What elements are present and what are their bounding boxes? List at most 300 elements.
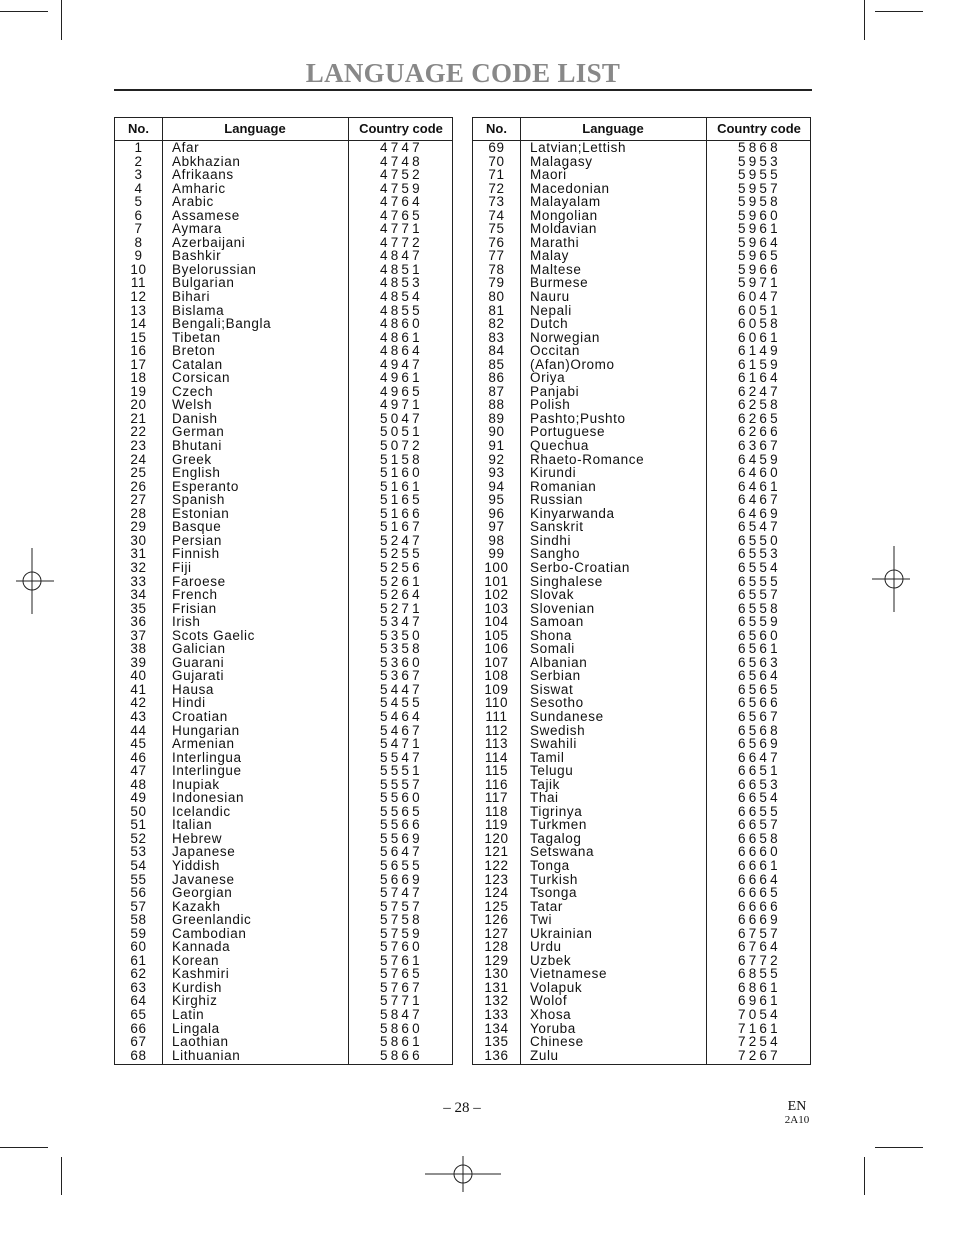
row-language: Spanish	[172, 492, 225, 508]
row-language: Malayalam	[530, 194, 601, 210]
table-row	[473, 209, 810, 223]
row-language: Turkmen	[530, 817, 587, 833]
row-code: 6149	[738, 343, 781, 359]
row-number: 22	[130, 424, 147, 440]
table-row	[473, 683, 810, 697]
row-number: 106	[484, 641, 509, 657]
row-number: 74	[488, 207, 505, 223]
row-code: 6047	[738, 289, 781, 305]
row-number: 85	[488, 356, 505, 372]
table-row	[473, 913, 810, 927]
row-language: Uzbek	[530, 952, 572, 968]
row-language: Yiddish	[172, 857, 220, 873]
row-code: 6550	[738, 532, 781, 548]
row-language: Kinyarwanda	[530, 505, 615, 521]
table-row	[115, 195, 452, 209]
row-code: 6159	[738, 356, 781, 372]
table-row	[115, 331, 452, 345]
row-language: Macedonian	[530, 180, 610, 196]
row-code: 4748	[380, 153, 423, 169]
row-number: 65	[130, 1007, 147, 1022]
table-row	[473, 168, 810, 182]
row-code: 6764	[738, 939, 781, 955]
table-row	[473, 453, 810, 467]
table-row	[473, 371, 810, 385]
table-row	[115, 656, 452, 670]
table-row	[473, 263, 810, 277]
row-language: Kirghiz	[172, 993, 218, 1009]
row-code: 5271	[380, 600, 423, 616]
row-number: 83	[488, 329, 505, 345]
row-code: 5847	[380, 1007, 423, 1022]
row-number: 58	[130, 912, 147, 928]
table-row	[115, 1008, 452, 1022]
table-row	[473, 141, 810, 155]
row-language: Burmese	[530, 275, 589, 291]
row-language: Aymara	[172, 221, 222, 237]
row-number: 71	[488, 167, 505, 183]
row-code: 5360	[380, 654, 423, 670]
row-number: 67	[130, 1034, 147, 1050]
row-number: 40	[130, 668, 147, 684]
crop-mark	[864, 0, 865, 40]
row-number: 54	[130, 857, 147, 873]
table-row	[473, 615, 810, 629]
table-row	[115, 317, 452, 331]
row-code: 6855	[738, 966, 781, 982]
row-number: 20	[130, 397, 147, 413]
table-row	[473, 317, 810, 331]
row-language: Moldavian	[530, 221, 597, 237]
table-row	[115, 791, 452, 805]
table-row	[115, 412, 452, 426]
row-number: 78	[488, 261, 505, 277]
row-number: 55	[130, 871, 147, 887]
table-row	[473, 886, 810, 900]
row-number: 63	[130, 979, 147, 995]
row-code: 5560	[380, 790, 423, 806]
table-row	[473, 304, 810, 318]
table-row	[473, 602, 810, 616]
row-number: 128	[484, 939, 509, 955]
row-number: 90	[488, 424, 505, 440]
row-language: Marathi	[530, 234, 580, 250]
table-row	[473, 669, 810, 683]
row-language: Abkhazian	[172, 153, 241, 169]
row-language: Croatian	[172, 708, 228, 724]
row-language: Tigrinya	[530, 803, 583, 819]
table-row	[473, 629, 810, 643]
row-language: Interlingua	[172, 749, 242, 765]
table-row	[115, 588, 452, 602]
row-code: 6051	[738, 302, 781, 318]
row-language: Swahili	[530, 736, 577, 752]
table-row	[115, 751, 452, 765]
row-code: 4864	[380, 343, 423, 359]
row-code: 4854	[380, 289, 423, 305]
row-code: 6665	[738, 885, 781, 901]
row-code: 6460	[738, 465, 781, 481]
row-language: Georgian	[172, 885, 233, 901]
table-row	[473, 981, 810, 995]
table-row	[473, 155, 810, 169]
row-code: 5965	[738, 248, 781, 264]
row-number: 109	[484, 681, 509, 697]
row-number: 6	[134, 207, 143, 223]
row-language: Setswana	[530, 844, 595, 860]
row-code: 5971	[738, 275, 781, 291]
row-code: 5166	[380, 505, 423, 521]
page-title: LANGUAGE CODE LIST	[305, 58, 621, 88]
row-code: 6258	[738, 397, 781, 413]
table-row	[115, 358, 452, 372]
table-row	[115, 683, 452, 697]
row-code: 5547	[380, 749, 423, 765]
row-code: 6247	[738, 383, 781, 399]
row-number: 103	[484, 600, 509, 616]
row-number: 87	[488, 383, 505, 399]
row-number: 131	[484, 979, 509, 995]
row-number: 112	[484, 722, 509, 738]
row-code: 4861	[380, 329, 423, 345]
row-number: 91	[488, 438, 505, 454]
table-row	[473, 791, 810, 805]
registration-mark-icon	[425, 1156, 501, 1196]
row-code: 5255	[380, 546, 423, 562]
row-number: 5	[134, 194, 143, 210]
row-language: Russian	[530, 492, 583, 508]
row-code: 5247	[380, 532, 423, 548]
row-code: 5367	[380, 668, 423, 684]
language-table-right	[472, 117, 811, 1065]
row-code: 6569	[738, 736, 781, 752]
row-language: Estonian	[172, 505, 230, 521]
table-row	[473, 222, 810, 236]
row-language: Norwegian	[530, 329, 600, 345]
table-row	[115, 141, 452, 155]
row-number: 16	[130, 343, 147, 359]
row-number: 84	[488, 343, 505, 359]
table-row	[115, 425, 452, 439]
row-number: 49	[130, 790, 147, 806]
row-code: 7254	[738, 1034, 781, 1050]
row-number: 18	[130, 370, 147, 386]
row-code: 5955	[738, 167, 781, 183]
row-language: Slovak	[530, 587, 575, 603]
row-code: 6561	[738, 641, 781, 657]
table-row	[473, 805, 810, 819]
row-language: Hindi	[172, 695, 206, 711]
row-code: 4851	[380, 261, 423, 277]
table-row	[473, 588, 810, 602]
row-number: 136	[484, 1047, 509, 1063]
row-number: 101	[484, 573, 509, 589]
row-code: 7267	[738, 1047, 781, 1063]
row-code: 6461	[738, 478, 781, 494]
row-language: Albanian	[530, 654, 588, 670]
row-language: Hebrew	[172, 830, 223, 846]
table-row	[473, 967, 810, 981]
row-language: Cambodian	[172, 925, 247, 941]
row-number: 29	[130, 519, 147, 535]
row-language: Quechua	[530, 438, 589, 454]
row-language: Lithuanian	[172, 1047, 241, 1063]
row-language: Greenlandic	[172, 912, 252, 928]
row-language: Gujarati	[172, 668, 225, 684]
row-language: Frisian	[172, 600, 217, 616]
row-code: 5747	[380, 885, 423, 901]
row-code: 6961	[738, 993, 781, 1009]
row-number: 51	[130, 817, 147, 833]
row-code: 5551	[380, 763, 423, 779]
row-number: 21	[130, 410, 147, 426]
table-row	[115, 642, 452, 656]
table-row	[115, 371, 452, 385]
row-language: Kirundi	[530, 465, 577, 481]
row-language: Bislama	[172, 302, 225, 318]
row-number: 39	[130, 654, 147, 670]
header-language: Language	[582, 121, 644, 136]
row-language: Sundanese	[530, 708, 604, 724]
row-code: 5961	[738, 221, 781, 237]
row-code: 6564	[738, 668, 781, 684]
table-row	[473, 480, 810, 494]
table-row	[473, 994, 810, 1008]
row-number: 12	[130, 289, 147, 305]
row-number: 38	[130, 641, 147, 657]
table-row	[115, 602, 452, 616]
row-code: 6469	[738, 505, 781, 521]
row-number: 52	[130, 830, 147, 846]
row-language: Afar	[172, 140, 200, 155]
row-code: 4752	[380, 167, 423, 183]
row-number: 53	[130, 844, 147, 860]
row-number: 17	[130, 356, 147, 372]
row-number: 11	[130, 275, 147, 291]
row-code: 5165	[380, 492, 423, 508]
row-number: 102	[484, 587, 509, 603]
model-code: 2A10	[784, 1114, 810, 1126]
row-number: 4	[134, 180, 143, 196]
row-code: 6661	[738, 857, 781, 873]
table-row	[473, 561, 810, 575]
row-language: Esperanto	[172, 478, 239, 494]
table-body	[115, 141, 452, 1062]
row-number: 26	[130, 478, 147, 494]
row-code: 5167	[380, 519, 423, 535]
table-row	[115, 994, 452, 1008]
row-number: 42	[130, 695, 147, 711]
row-language: Fiji	[172, 559, 192, 575]
row-language: Hungarian	[172, 722, 240, 738]
row-code: 6655	[738, 803, 781, 819]
row-code: 5957	[738, 180, 781, 196]
row-number: 2	[134, 153, 143, 169]
table-row	[473, 940, 810, 954]
language-table-left	[114, 117, 453, 1065]
row-code: 6861	[738, 979, 781, 995]
row-number: 47	[130, 763, 147, 779]
row-number: 61	[130, 952, 147, 968]
row-code: 4860	[380, 316, 423, 332]
row-language: Scots Gaelic	[172, 627, 255, 643]
crop-mark	[61, 1157, 62, 1195]
table-row	[115, 222, 452, 236]
table-row	[115, 669, 452, 683]
row-number: 104	[484, 614, 509, 630]
row-code: 4855	[380, 302, 423, 318]
row-language: Oriya	[530, 370, 566, 386]
table-row	[115, 710, 452, 724]
header-code: Country code	[359, 121, 443, 136]
row-language: Xhosa	[530, 1007, 572, 1022]
header-no: No.	[128, 121, 149, 136]
table-row	[473, 331, 810, 345]
row-language: Urdu	[530, 939, 562, 955]
row-number: 79	[488, 275, 505, 291]
row-number: 23	[130, 438, 147, 454]
table-row	[473, 1049, 810, 1063]
row-number: 70	[488, 153, 505, 169]
row-number: 24	[130, 451, 147, 467]
row-language: Indonesian	[172, 790, 245, 806]
row-number: 130	[484, 966, 509, 982]
table-row	[115, 507, 452, 521]
table-row	[473, 412, 810, 426]
row-number: 60	[130, 939, 147, 955]
row-language: Italian	[172, 817, 213, 833]
title-rule	[114, 89, 812, 91]
row-language: English	[172, 465, 221, 481]
crop-mark	[875, 11, 923, 12]
row-code: 4947	[380, 356, 423, 372]
table-row	[115, 886, 452, 900]
row-language: Serbian	[530, 668, 581, 684]
row-number: 46	[130, 749, 147, 765]
table-row	[115, 182, 452, 196]
crop-mark	[875, 1147, 923, 1148]
row-number: 121	[484, 844, 509, 860]
table-row	[473, 954, 810, 968]
row-number: 68	[130, 1047, 147, 1063]
row-language: Bengali;Bangla	[172, 316, 272, 332]
row-number: 50	[130, 803, 147, 819]
row-code: 5866	[380, 1047, 423, 1063]
row-number: 64	[130, 993, 147, 1009]
row-code: 5467	[380, 722, 423, 738]
row-code: 5347	[380, 614, 423, 630]
table-row	[115, 927, 452, 941]
row-code: 5861	[380, 1034, 423, 1050]
row-language: Kannada	[172, 939, 231, 955]
row-language: Tamil	[530, 749, 565, 765]
row-number: 3	[134, 167, 143, 183]
row-code: 6657	[738, 817, 781, 833]
row-number: 129	[484, 952, 509, 968]
row-number: 7	[134, 221, 143, 237]
table-row	[115, 575, 452, 589]
row-language: Welsh	[172, 397, 213, 413]
table-row	[115, 209, 452, 223]
row-language: Kurdish	[172, 979, 222, 995]
row-language: Panjabi	[530, 383, 580, 399]
row-code: 5160	[380, 465, 423, 481]
row-language: Tsonga	[530, 885, 578, 901]
row-language: Rhaeto-Romance	[530, 451, 645, 467]
row-code: 6669	[738, 912, 781, 928]
table-row	[115, 940, 452, 954]
table-row	[473, 845, 810, 859]
row-language: Maori	[530, 167, 567, 183]
row-language: Inupiak	[172, 776, 220, 792]
row-language: Sindhi	[530, 532, 572, 548]
row-code: 5047	[380, 410, 423, 426]
row-language: Nauru	[530, 289, 570, 305]
row-language: Vietnamese	[530, 966, 608, 982]
row-code: 6658	[738, 830, 781, 846]
registration-mark-icon	[10, 548, 54, 614]
table-header	[115, 118, 452, 141]
row-number: 94	[488, 478, 505, 494]
row-language: Portuguese	[530, 424, 606, 440]
row-code: 6557	[738, 587, 781, 603]
row-language: Interlingue	[172, 763, 242, 779]
row-language: Slovenian	[530, 600, 595, 616]
row-code: 4747	[380, 140, 423, 155]
table-row	[473, 398, 810, 412]
table-row	[473, 656, 810, 670]
row-number: 36	[130, 614, 147, 630]
row-language: (Afan)Oromo	[530, 356, 615, 372]
row-code: 5964	[738, 234, 781, 250]
row-code: 5647	[380, 844, 423, 860]
row-number: 134	[484, 1020, 509, 1036]
table-row	[115, 764, 452, 778]
table-row	[473, 344, 810, 358]
row-language: Dutch	[530, 316, 569, 332]
row-number: 86	[488, 370, 505, 386]
row-code: 6660	[738, 844, 781, 860]
row-language: French	[172, 587, 218, 603]
table-row	[115, 818, 452, 832]
row-language: Sangho	[530, 546, 581, 562]
row-language: Turkish	[530, 871, 578, 887]
row-code: 5860	[380, 1020, 423, 1036]
row-code: 6666	[738, 898, 781, 914]
row-code: 6367	[738, 438, 781, 454]
row-number: 100	[484, 559, 509, 575]
row-language: Amharic	[172, 180, 226, 196]
row-language: Danish	[172, 410, 218, 426]
row-code: 6563	[738, 654, 781, 670]
row-code: 6459	[738, 451, 781, 467]
row-number: 33	[130, 573, 147, 589]
row-number: 135	[484, 1034, 509, 1050]
row-code: 6058	[738, 316, 781, 332]
row-number: 14	[130, 316, 147, 332]
table-row	[115, 344, 452, 358]
table-row	[115, 155, 452, 169]
row-code: 6566	[738, 695, 781, 711]
row-language: Hausa	[172, 681, 215, 697]
row-number: 35	[130, 600, 147, 616]
row-language: Azerbaijani	[172, 234, 246, 250]
row-language: Swedish	[530, 722, 586, 738]
table-row	[115, 249, 452, 263]
row-language: Irish	[172, 614, 201, 630]
row-language: Byelorussian	[172, 261, 257, 277]
row-code: 5758	[380, 912, 423, 928]
